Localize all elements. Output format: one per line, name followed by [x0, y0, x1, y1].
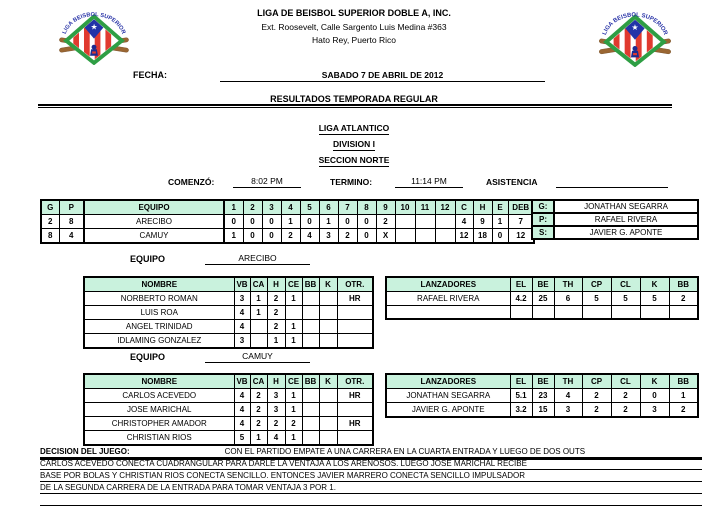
batter-row: ANGEL TRINIDAD 4 2 1	[84, 320, 373, 334]
fecha-value: SABADO 7 DE ABRIL DE 2012	[220, 68, 545, 82]
linescore-header-row: G P EQUIPO 1 2 3 4 5 6 7 8 9 10 11 12 C H E DEB	[41, 200, 534, 215]
pitching-header-row: LANZADORES EL BE TH CP CL K BB	[386, 277, 698, 292]
header-divider-rule	[38, 104, 672, 108]
org-city: Hato Rey, Puerto Rico	[312, 35, 396, 45]
batter-row: JOSE MARICHAL 4 2 3 1	[84, 403, 373, 417]
decision-line: DE LA SEGUNDA CARRERA DE LA ENTRADA PARA TOMAR VENTAJA 3 POR 1.	[40, 482, 702, 494]
decision-line: CARLOS ACEVEDO CONECTA CUADRANGULAR PARA DARLE LA VENTAJA A LOS ARENOSOS. LUEGO JOSE MARICHAL RECIBE	[40, 458, 702, 470]
division-name: DIVISION I	[332, 139, 376, 149]
batting-table-arecibo	[83, 276, 374, 349]
asistencia-value	[556, 175, 668, 188]
decision-blank-rule	[40, 494, 702, 506]
batter-row: LUIS ROA 4 1 2	[84, 306, 373, 320]
equipo-name-arecibo: ARECIBO	[205, 252, 310, 265]
linescore-row-arecibo: 2 8 ARECIBO 0 0 0 1 0 1 0 0 2 4 9 1 7	[41, 215, 534, 229]
official-row-salvado: S: JAVIER G. APONTE	[532, 226, 698, 239]
pitcher-row: RAFAEL RIVERA 4.2 25 6 5 5 5 2	[386, 292, 698, 306]
pitcher-row: JONATHAN SEGARRA 5.1 23 4 2 2 0 1	[386, 389, 698, 403]
comenzo-label: COMENZÓ:	[168, 177, 215, 187]
batter-row: CHRISTOPHER AMADOR 4 2 2 2 HR	[84, 417, 373, 431]
league-name: LIGA ATLANTICO	[318, 123, 390, 133]
termino-value: 11:14 PM	[395, 175, 463, 188]
equipo-label-arecibo: EQUIPO	[130, 254, 166, 264]
batter-row: IDLAMING GONZALEZ 3 1 1	[84, 334, 373, 349]
official-row-perdedor: P: RAFAEL RIVERA	[532, 213, 698, 226]
termino-label: TERMINO:	[330, 177, 373, 187]
decision-line: BASE POR BOLAS Y CHRISTIAN RIOS CONECTA SENCILLO. ENTONCES JAVIER MARRERO CONECTA SENCILLO IMPULSADOR	[40, 470, 702, 482]
asistencia-label: ASISTENCIA	[486, 177, 538, 187]
officials-table	[531, 199, 699, 240]
fecha-label: FECHA:	[133, 70, 167, 80]
linescore-row-camuy: 8 4 CAMUY 1 0 0 2 4 3 2 0 X 12 18 0 12	[41, 229, 534, 244]
results-title: RESULTADOS TEMPORADA REGULAR	[270, 94, 438, 104]
batting-header-row: NOMBRE VB CA H CE BB K OTR.	[84, 374, 373, 389]
decision-label: DECISION DEL JUEGO:	[40, 447, 130, 456]
pitching-table-arecibo	[385, 276, 699, 320]
section-name: SECCION NORTE	[318, 155, 390, 165]
decision-line: DECISION DEL JUEGO: CON EL PARTIDO EMPATE A UNA CARRERA EN LA CUARTA ENTRADA Y LUEGO DE DOS OUTS	[40, 446, 702, 458]
linescore-table	[40, 199, 535, 244]
batter-row: CARLOS ACEVEDO 4 2 3 1 HR	[84, 389, 373, 403]
pitcher-row	[386, 306, 698, 319]
pitching-table-camuy	[385, 373, 699, 418]
pitching-header-row: LANZADORES EL BE TH CP CL K BB	[386, 374, 698, 389]
equipo-name-camuy: CAMUY	[205, 350, 310, 363]
decision-section	[40, 446, 702, 506]
comenzo-value: 8:02 PM	[233, 175, 301, 188]
batting-table-camuy	[83, 373, 374, 446]
equipo-label-camuy: EQUIPO	[130, 352, 166, 362]
batter-row: CHRISTIAN RIOS 5 1 4 1	[84, 431, 373, 446]
batter-row: NORBERTO ROMAN 3 1 2 1 HR	[84, 292, 373, 306]
official-row-ganador: G: JONATHAN SEGARRA	[532, 200, 698, 213]
org-name: LIGA DE BEISBOL SUPERIOR DOBLE A, INC.	[257, 8, 451, 18]
pitcher-row: JAVIER G. APONTE 3.2 15 3 2 2 3 2	[386, 403, 698, 418]
batting-header-row: NOMBRE VB CA H CE BB K OTR.	[84, 277, 373, 292]
org-address: Ext. Roosevelt, Calle Sargento Luis Medina #363	[261, 22, 447, 32]
